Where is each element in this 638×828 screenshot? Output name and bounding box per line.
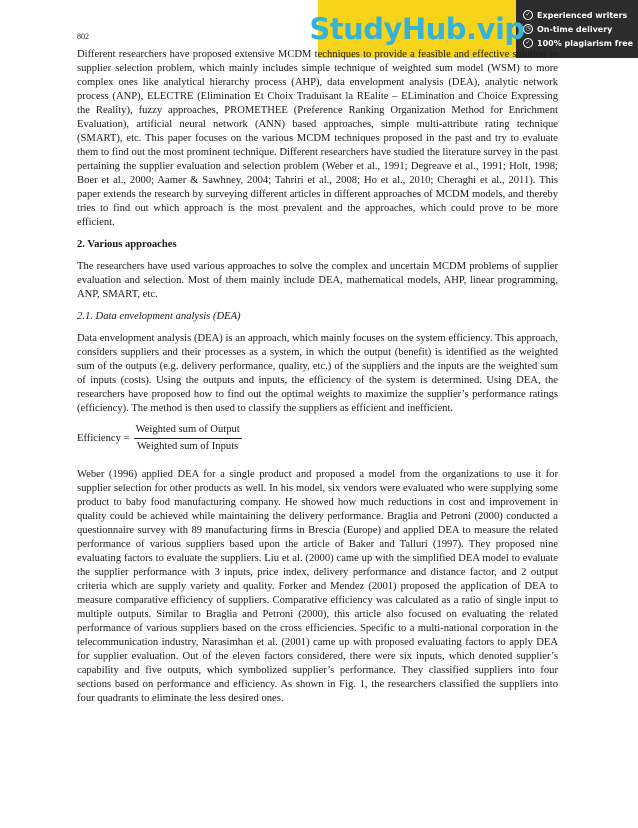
feature-item xyxy=(523,24,638,34)
formula-fraction xyxy=(134,423,242,454)
article-body xyxy=(77,48,558,714)
paragraph-dea-review: Weber (1996) applied DEA for a single product and proposed a model from the organizations to use it for supplier selection for other products as well. In his model, six vendors were evaluated who were supplying some product to baby food manufacturing company. He showed how much reductions in cost and improvement in quality could be achieved while maintaining the delivery performance. Braglia and Petroni (2000) conducted a questionnaire survey with 89 manufacturing firms in Brescia (Europe) and applied DEA to measure the related performance of various suppliers based upon the article of Baker and Talluri (1997). They proposed nine evaluating factors to evaluate the suppliers. Liu et al. (2000) came up with the simplified DEA model to evaluate the supplier performance with 3 inputs, price index, delivery performance and distance factor, and 2 output criteria which are supply variety and quality. Forker and Mendez (2001) proposed the application of DEA to measure comparative efficiency of suppliers. Comparative efficiency was calculated as a ratio of single input to multiple outputs. Similar to Braglia and Petroni (2000), this article also focused on evaluating the related performance of various suppliers based on the cross efficiencies. Specific to a multi-national corporation in the telecommunication industry, Narasimhan et al. (2001) came up with proposed evaluating factors to apply DEA for supplier evaluation. Out of the eleven factors considered, there were six inputs, which denoted supplier’s capability and five outputs, which symbolized supplier’s performance. They classified suppliers into four sections based on performance and efficiency. As shown in Fig. 1, the researchers classified the suppliers into four quadrants to eliminate the less desired ones. xyxy=(77,469,558,704)
subsection-heading-dea: 2.1. Data envelopment analysis (DEA) xyxy=(77,311,241,322)
paragraph-intro: Different researchers have proposed extensive MCDM techniques to provide a feasible and effective solution to supplier selection problem, which mainly includes simple technique of weighted sum model (WSM) to more complex ones like analytical hierarchy process (AHP), data envelopment analysis (DEA), analytic network process (ANP), ELECTRE (Elimination Et Choix Traduisant la REalite – ELimination and Choice Expressing the Reality), fuzzy approaches, PROMETHEE (Preference Ranking Organization Method for Enrichment Evaluation), artificial neural network (ANN) based approaches, simple multi-attribute rating technique (SMART), etc. This paper focuses on the various MCDM techniques proposed in the past and try to evaluate them to find out the most prominent technique. Different researchers have studied the literature survey in the past pertaining the supplier evaluation and selection problem (Weber et al., 1991; Degreave et al., 1991; Holt, 1998; Boer et al., 2000; Aamer & Sawhney, 2004; Tahriri et al., 2008; Ho et al., 2010; Cheraghi et al., 2011). This paper extends the research by surveying different articles in different approaches of MCDM models, and thereby tries to find out which approach is the most prevalent and the approaches, which could prove to be more efficient. xyxy=(77,49,558,228)
check-icon: ✓ xyxy=(523,10,533,20)
paragraph-dea-intro: Data envelopment analysis (DEA) is an approach, which mainly focuses on the system efficiency. This approach, considers suppliers and their processes as a system, in which the output (benefit) is identified as the weighted sum of the outputs (e.g. delivery performance, quality, etc.) of the suppliers and the inputs are the weighted sum of inputs (costs). Using the outputs and inputs, the efficiency of the system is determined. Using DEA, the researchers have proposed how to find out the optimal weights to maximize the supplier’s performance ratings (efficiency). The method is then used to classify the suppliers as efficient and inefficient. xyxy=(77,333,558,414)
feature-label: On-time delivery xyxy=(537,24,613,34)
feature-label: 100% plagiarism free xyxy=(537,38,634,48)
clock-icon: ◷ xyxy=(523,24,533,34)
feature-item xyxy=(523,10,638,20)
formula-denominator: Weighted sum of Inputs xyxy=(137,441,239,452)
feature-label: Experienced writers xyxy=(537,10,628,20)
feature-item xyxy=(523,38,638,48)
shield-icon: ✓ xyxy=(523,38,533,48)
feature-list xyxy=(516,10,638,48)
efficiency-formula xyxy=(77,423,558,454)
formula-lhs: Efficiency = xyxy=(77,432,130,444)
formula-numerator: Weighted sum of Output xyxy=(134,423,242,439)
paragraph-approaches: The researchers have used various approaches to solve the complex and uncertain MCDM problems of supplier evaluation and selection. Most of them mainly include DEA, mathematical models, AHP, linear programming, ANP, SMART, etc. xyxy=(77,261,558,300)
brand-logo[interactable]: StudyHub.vip xyxy=(318,0,516,58)
section-heading-various-approaches: 2. Various approaches xyxy=(77,239,177,250)
page-number: 802 xyxy=(77,32,89,41)
